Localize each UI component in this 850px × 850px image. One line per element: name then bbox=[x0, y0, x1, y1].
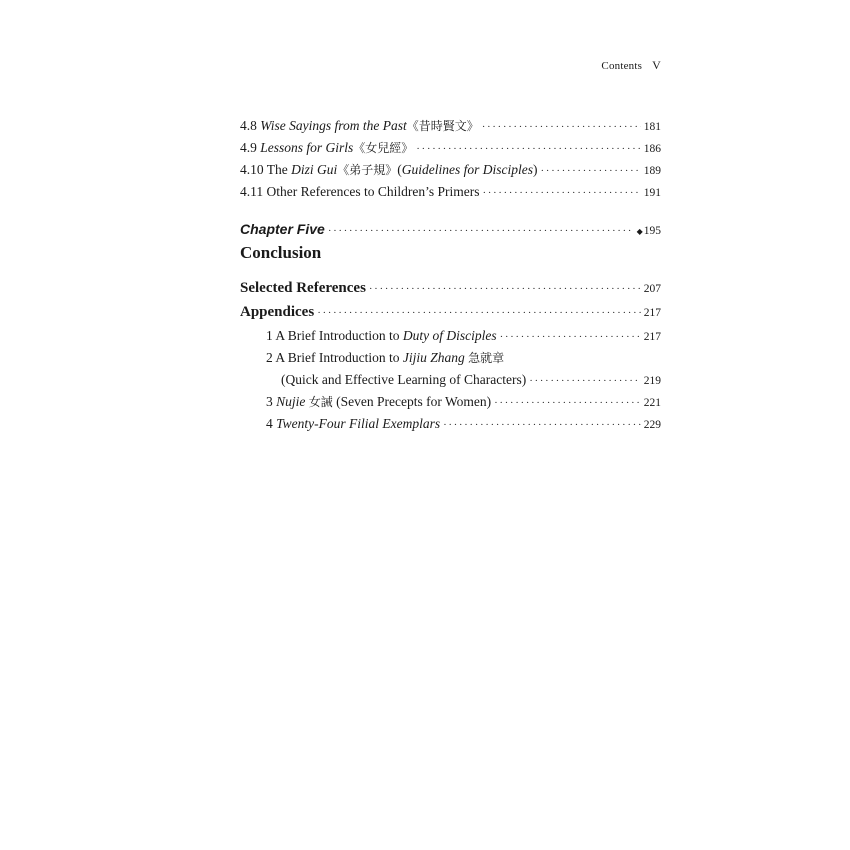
toc-entry-label bbox=[266, 393, 491, 411]
appendix-subtitle: (Quick and Effective Learning of Characters) bbox=[281, 372, 527, 387]
chapter-title: Conclusion bbox=[240, 243, 322, 262]
appendix-title: Jijiu Zhang bbox=[402, 350, 465, 365]
section-title-chinese: 《女兒經》 bbox=[353, 141, 414, 155]
section-title: Selected References bbox=[240, 280, 366, 296]
dot-leader bbox=[482, 184, 640, 202]
appendix-number: 1 bbox=[266, 328, 273, 343]
page-number: 217 bbox=[643, 307, 661, 319]
toc-entry-4-10[interactable] bbox=[240, 161, 661, 180]
dot-leader bbox=[494, 394, 641, 412]
toc-entry-4-8[interactable] bbox=[240, 117, 661, 136]
section-title: Wise Sayings from the Past bbox=[260, 118, 407, 133]
dot-leader bbox=[328, 222, 634, 240]
appendix-title: Twenty-Four Filial Exemplars bbox=[276, 416, 441, 431]
section-title: Appendices bbox=[240, 304, 315, 320]
toc-entry-label bbox=[240, 117, 479, 135]
toc-appendix-3[interactable] bbox=[266, 393, 661, 412]
page-number: 181 bbox=[643, 121, 661, 133]
toc-chapter-five[interactable] bbox=[240, 220, 661, 241]
toc-appendix-2[interactable] bbox=[266, 349, 661, 367]
toc-entry-label bbox=[266, 349, 504, 367]
appendix-number: 2 bbox=[266, 350, 273, 365]
section-number: 4.9 bbox=[240, 140, 257, 155]
page-number: 221 bbox=[643, 397, 661, 409]
dot-leader bbox=[443, 416, 641, 434]
toc-entry-label bbox=[266, 415, 440, 433]
section-title: Dizi Gui bbox=[291, 162, 338, 177]
page-number: 219 bbox=[643, 375, 661, 387]
section-number: 4.8 bbox=[240, 118, 257, 133]
appendix-title-chinese: 急就章 bbox=[468, 351, 505, 365]
paren-open: ( bbox=[397, 162, 402, 177]
page-number: 207 bbox=[643, 283, 661, 295]
toc-appendix-4[interactable] bbox=[266, 415, 661, 434]
page-number-value: 195 bbox=[643, 225, 661, 237]
appendix-number: 3 bbox=[266, 394, 273, 409]
page-number: 189 bbox=[643, 165, 661, 177]
dot-leader bbox=[369, 280, 641, 298]
appendix-title-prefix: A Brief Introduction to bbox=[275, 328, 400, 343]
dot-leader bbox=[317, 304, 641, 322]
section-title: Lessons for Girls bbox=[260, 140, 354, 155]
appendix-number: 4 bbox=[266, 416, 273, 431]
toc-entry-label bbox=[240, 139, 413, 157]
toc-appendices[interactable] bbox=[240, 303, 661, 322]
toc-entry-label bbox=[240, 161, 538, 179]
toc-entry-label bbox=[266, 327, 497, 345]
dot-leader bbox=[500, 328, 641, 346]
section-title-chinese: 《昔時賢文》 bbox=[406, 119, 479, 133]
toc-selected-references[interactable] bbox=[240, 279, 661, 298]
dot-leader bbox=[482, 118, 641, 136]
page-number: 217 bbox=[643, 331, 661, 343]
page-number: 229 bbox=[643, 419, 661, 431]
section-number: 4.11 bbox=[240, 184, 264, 199]
appendix-title-prefix: A Brief Introduction to bbox=[275, 350, 400, 365]
appendix-subtitle: (Seven Precepts for Women) bbox=[336, 394, 492, 409]
section-number: 4.10 bbox=[240, 162, 264, 177]
toc-entry-label bbox=[240, 183, 479, 201]
appendix-title: Nujie bbox=[276, 394, 306, 409]
page-number: 191 bbox=[643, 187, 661, 199]
dot-leader bbox=[529, 372, 640, 390]
section-subtitle: Guidelines for Disciples bbox=[401, 162, 534, 177]
section-title-chinese: 《弟子規》 bbox=[337, 163, 398, 177]
chapter-label: Chapter Five bbox=[240, 221, 325, 237]
page-number: 186 bbox=[643, 143, 661, 155]
running-head bbox=[601, 58, 661, 73]
dot-leader bbox=[416, 140, 640, 158]
toc-entry-4-11[interactable] bbox=[240, 183, 661, 202]
paren-close: ) bbox=[533, 162, 538, 177]
section-title: Other References to Children’s Primers bbox=[266, 184, 480, 199]
running-head-title: Contents bbox=[601, 60, 643, 72]
appendix-title-chinese: 女誡 bbox=[308, 395, 333, 409]
dot-leader bbox=[541, 162, 641, 180]
toc-entry-4-9[interactable] bbox=[240, 139, 661, 158]
diamond-icon: ◆ bbox=[636, 227, 643, 236]
toc-appendix-2-continued[interactable] bbox=[281, 371, 661, 390]
page-number bbox=[637, 222, 661, 241]
toc-appendix-1[interactable] bbox=[266, 327, 661, 346]
section-title-prefix: The bbox=[266, 162, 288, 177]
appendix-title: Duty of Disciples bbox=[402, 328, 497, 343]
running-head-page-number: V bbox=[652, 58, 661, 72]
